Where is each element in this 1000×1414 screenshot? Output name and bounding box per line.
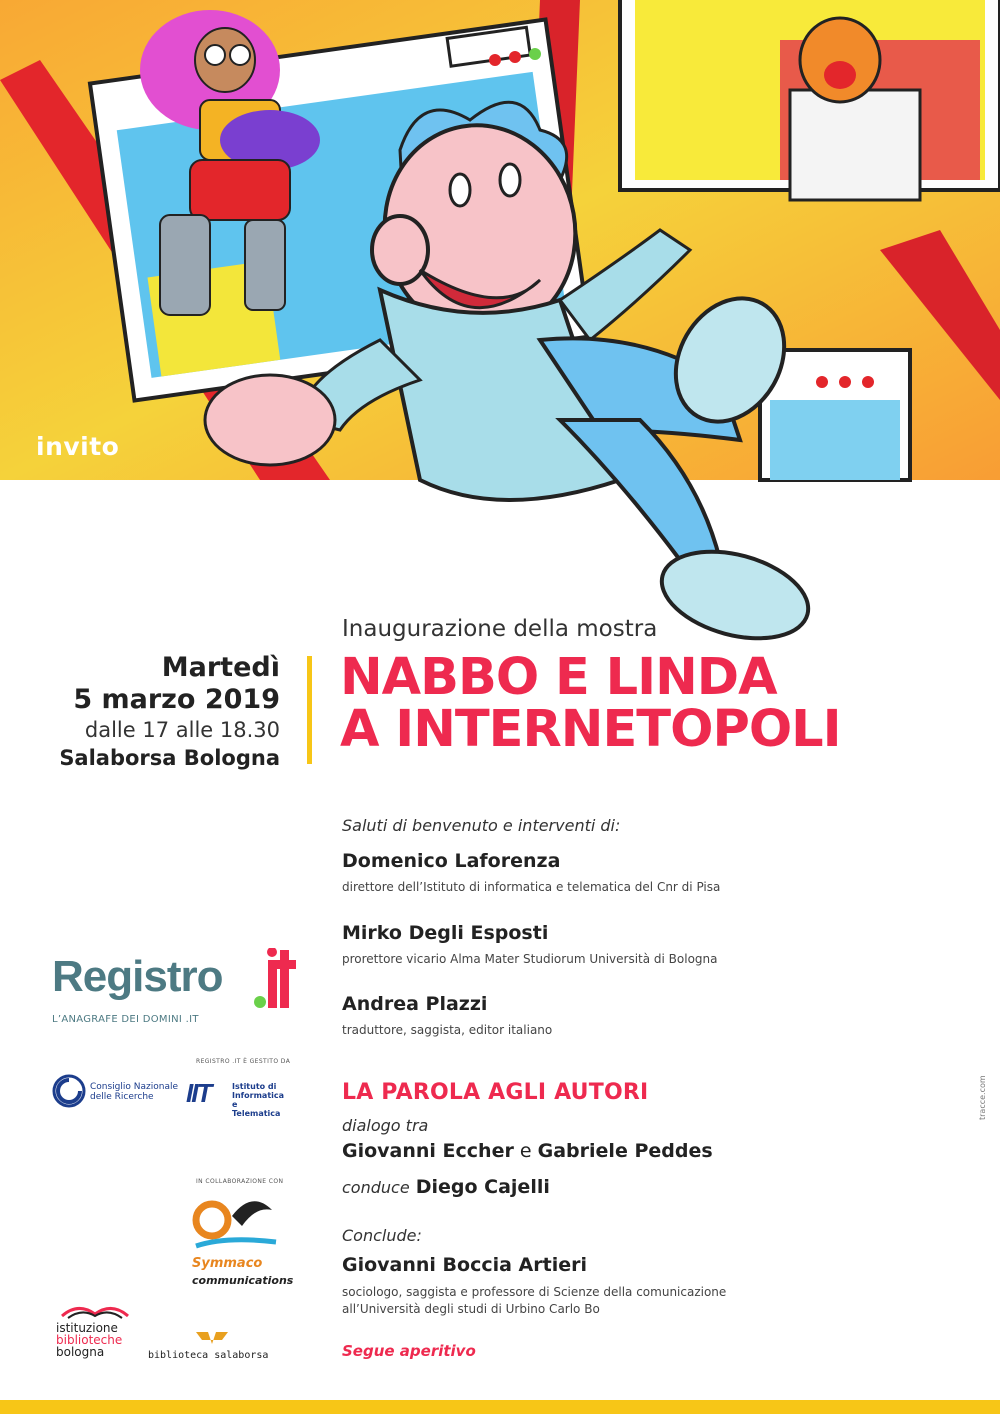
exhibition-title: [340, 648, 841, 759]
exhibition-subtitle: Inaugurazione della mostra: [342, 616, 658, 642]
author-name: Gabriele Peddes: [537, 1140, 713, 1162]
author-name: Giovanni Eccher: [342, 1140, 514, 1162]
registro-it-mark: [252, 948, 296, 1018]
symmaco-subline: communications: [192, 1274, 294, 1287]
iit-line-2: Informatica: [232, 1091, 285, 1100]
salaborsa-emblem-icon: [192, 1328, 232, 1348]
event-date: 5 marzo 2019: [73, 684, 280, 715]
salaborsa-wordmark: biblioteca salaborsa: [148, 1350, 269, 1361]
cnr-emblem-icon: [52, 1074, 86, 1108]
istituzione-biblioteche-logo: [56, 1300, 146, 1364]
closing-speaker-name: Giovanni Boccia Artieri: [342, 1254, 587, 1276]
and-word: e: [519, 1140, 532, 1162]
speaker-role: traduttore, saggista, editor italiano: [342, 1023, 553, 1037]
cnr-line-2: delle Ricerche: [90, 1092, 154, 1102]
speaker-name: Mirko Degli Esposti: [342, 922, 549, 944]
authors-line: [342, 1140, 713, 1162]
dialogo-label: dialogo tra: [342, 1116, 429, 1135]
title-divider: [307, 656, 312, 764]
event-time: dalle 17 alle 18.30: [84, 718, 280, 742]
symmaco-emblem-icon: [186, 1196, 286, 1256]
cnr-logo: [52, 1074, 182, 1114]
closing-role-line-2: all’Università degli studi di Urbino Carlo Bo: [342, 1302, 600, 1316]
credit-text: tracce.com: [978, 1075, 987, 1120]
aperitivo-note: Segue aperitivo: [342, 1342, 476, 1360]
speaker-role: direttore dell’Istituto di informatica e telematica del Cnr di Pisa: [342, 880, 721, 894]
title-line-1: NABBO E LINDA: [340, 648, 777, 707]
registro-tagline: L’ANAGRAFE DEI DOMINI .IT: [52, 1014, 199, 1025]
symmaco-logo: [186, 1196, 294, 1292]
iit-line-3: e Telematica: [232, 1100, 281, 1118]
iit-line-1: Istituto di: [232, 1082, 277, 1091]
closing-role-line-1: sociologo, saggista e professore di Scienze della comunicazione: [342, 1285, 727, 1299]
managed-by-label: REGISTRO .IT È GESTITO DA: [196, 1058, 291, 1065]
conclude-label: Conclude:: [342, 1226, 422, 1245]
iit-logo: [186, 1078, 286, 1118]
conduce-label: conduce: [342, 1178, 410, 1197]
ib-line-2: biblioteche: [56, 1333, 123, 1347]
right-window: [620, 0, 1000, 200]
speaker-name: Domenico Laforenza: [342, 850, 561, 872]
comic-illustration: [0, 0, 1000, 660]
event-place: Salaborsa Bologna: [59, 746, 280, 770]
date-block: [59, 652, 280, 772]
cnr-line-1: Consiglio Nazionale: [90, 1082, 179, 1092]
invito-label: invito: [36, 432, 120, 461]
collaboration-label: IN COLLABORAZIONE CON: [196, 1178, 284, 1185]
speaker-name: Andrea Plazzi: [342, 993, 488, 1015]
moderator-line: [342, 1176, 550, 1198]
bottom-yellow-bar: [0, 1400, 1000, 1414]
registro-it-logo: [52, 952, 222, 1002]
iit-mark: IIT: [186, 1078, 211, 1108]
salaborsa-logo: [148, 1328, 278, 1364]
authors-heading: LA PAROLA AGLI AUTORI: [342, 1080, 649, 1105]
title-line-2: A INTERNETOPOLI: [340, 700, 841, 759]
speaker-role: prorettore vicario Alma Mater Studiorum Università di Bologna: [342, 952, 718, 966]
ib-line-1: istituzione: [56, 1321, 118, 1335]
open-book-icon: [60, 1300, 130, 1320]
program-intro: Saluti di benvenuto e interventi di:: [342, 816, 621, 835]
event-day: Martedì: [161, 652, 280, 683]
registro-wordmark: Registro: [52, 952, 223, 1001]
hero-illustration: [0, 0, 1000, 660]
moderator-name: Diego Cajelli: [415, 1176, 550, 1198]
symmaco-wordmark: Symmaco: [192, 1256, 263, 1271]
ib-line-3: bologna: [56, 1345, 105, 1359]
